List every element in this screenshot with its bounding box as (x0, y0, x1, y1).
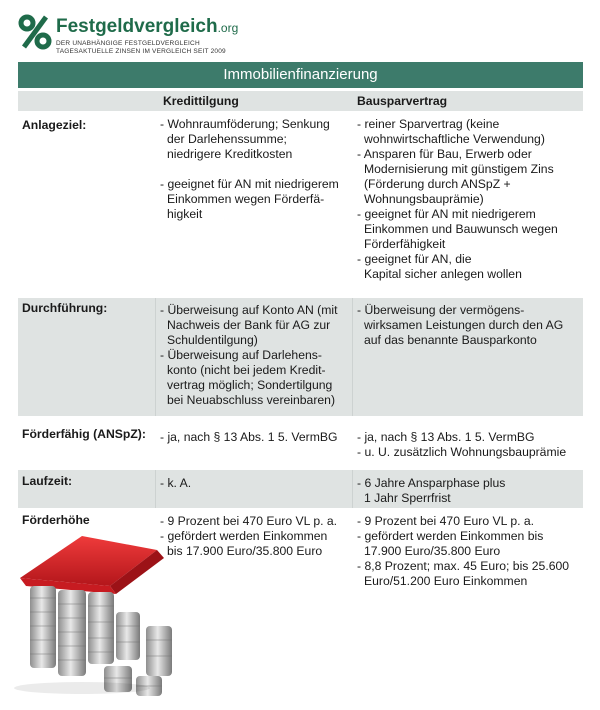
text-line: - Überweisung der vermögens- (357, 303, 525, 317)
row-label-durchfuehrung: Durchführung: (22, 301, 108, 315)
text-line: - geeignet für AN, die (357, 252, 472, 266)
cell-foerderhoehe-bausparvertrag (357, 514, 582, 589)
text-line: Kapital sicher anlegen wollen (364, 267, 522, 281)
brand-tagline: DER UNABHÄNGIGE FESTGELDVERGLEICH TAGESAKTUELLE ZINSEN IM VERGLEICH SEIT 2009 (56, 40, 226, 55)
text-line: 1 Jahr Sperrfrist (364, 491, 451, 505)
text-line: der Darlehenssumme; (167, 132, 287, 146)
text-line: konto (nicht bei jedem Kredit- (167, 363, 326, 377)
text-line: - Wohnraumföderung; Senkung (160, 117, 330, 131)
row-label-anlageziel: Anlageziel: (22, 118, 87, 132)
text-line: Modernisierung mit günstigem Zins (364, 162, 554, 176)
text-line: - Ansparen für Bau, Erwerb oder (357, 147, 532, 161)
text-line: Nachweis der Bank für AG zur (167, 318, 331, 332)
text-line: - 9 Prozent bei 470 Euro VL p. a. (357, 514, 535, 528)
column-header-bausparvertrag: Bausparvertrag (357, 94, 448, 108)
text-line: - gefördert werden Einkommen (160, 529, 328, 543)
cell-foerderfaehig-bausparvertrag (357, 430, 582, 460)
cell-anlageziel-kredittilgung (160, 117, 350, 222)
cell-divider (155, 470, 156, 508)
cell-durchfuehrung-bausparvertrag (357, 303, 582, 348)
text-line: - geeignet für AN mit niedrigerem (160, 177, 339, 191)
text-line: - ja, nach § 13 Abs. 1 5. VermBG (357, 430, 535, 444)
column-header-kredittilgung: Kredittilgung (163, 94, 239, 108)
cell-anlageziel-bausparvertrag (357, 117, 582, 282)
text-line: - 9 Prozent bei 470 Euro VL p. a. (160, 514, 338, 528)
cell-foerderfaehig-kredittilgung (160, 430, 350, 445)
text-line: - reiner Sparvertrag (keine (357, 117, 500, 131)
text-line: - k. A. (160, 476, 192, 490)
text-line: niedrigere Kreditkosten (167, 147, 293, 161)
text-line: - Überweisung auf Konto AN (mit (160, 303, 338, 317)
cell-laufzeit-kredittilgung (160, 476, 350, 491)
text-line: - 8,8 Prozent; max. 45 Euro; bis 25.600 (357, 559, 570, 573)
text-line: bis 17.900 Euro/35.800 Euro (167, 544, 323, 558)
text-line: wirksamen Leistungen durch den AG (364, 318, 564, 332)
cell-divider (352, 470, 353, 508)
text-line: Schuldentilgung) (167, 333, 258, 347)
text-line: Wohnungsbauprämie) (364, 192, 484, 206)
row-label-laufzeit: Laufzeit: (22, 474, 73, 488)
text-line: - u. U. zusätzlich Wohnungsbauprämie (357, 445, 567, 459)
site-logo[interactable] (18, 14, 338, 64)
text-line: Einkommen und Bauwunsch wegen (364, 222, 558, 236)
cell-durchfuehrung-kredittilgung (160, 303, 350, 408)
text-line: higkeit (167, 207, 203, 221)
brand-name: Festgeldvergleich.org (56, 16, 239, 37)
text-line: auf das benannte Bausparkonto (364, 333, 537, 347)
cell-foerderhoehe-kredittilgung (160, 514, 350, 559)
cell-divider (352, 298, 353, 416)
text-line: - 6 Jahre Ansparphase plus (357, 476, 506, 490)
text-line: (Förderung durch ANSpZ + (364, 177, 511, 191)
text-line: - ja, nach § 13 Abs. 1 5. VermBG (160, 430, 338, 444)
cell-divider (155, 298, 156, 416)
text-line: bei Neuabschluss vereinbaren) (167, 393, 336, 407)
table-title: Immobilienfinanzierung (18, 62, 583, 88)
text-line: - gefördert werden Einkommen bis (357, 529, 544, 543)
text-line: Einkommen wegen Förderfä- (167, 192, 325, 206)
cell-laufzeit-bausparvertrag (357, 476, 582, 506)
house-of-coins-illustration (12, 528, 182, 703)
text-line: - geeignet für AN mit niedrigerem (357, 207, 536, 221)
text-line: - Überweisung auf Darlehens- (160, 348, 322, 362)
row-label-foerderhoehe: Förderhöhe (22, 513, 90, 527)
text-line: Euro/51.200 Euro Einkommen (364, 574, 528, 588)
column-header-bar (18, 91, 583, 111)
text-line: vertrag möglich; Sondertilgung (167, 378, 333, 392)
percent-logo-icon (18, 14, 52, 50)
text-line: Förderfähigkeit (364, 237, 446, 251)
row-label-foerderfaehig: Förderfähig (ANSpZ): (22, 427, 146, 441)
text-line: 17.900 Euro/35.800 Euro (364, 544, 501, 558)
text-line: wohnwirtschaftliche Verwendung) (364, 132, 545, 146)
